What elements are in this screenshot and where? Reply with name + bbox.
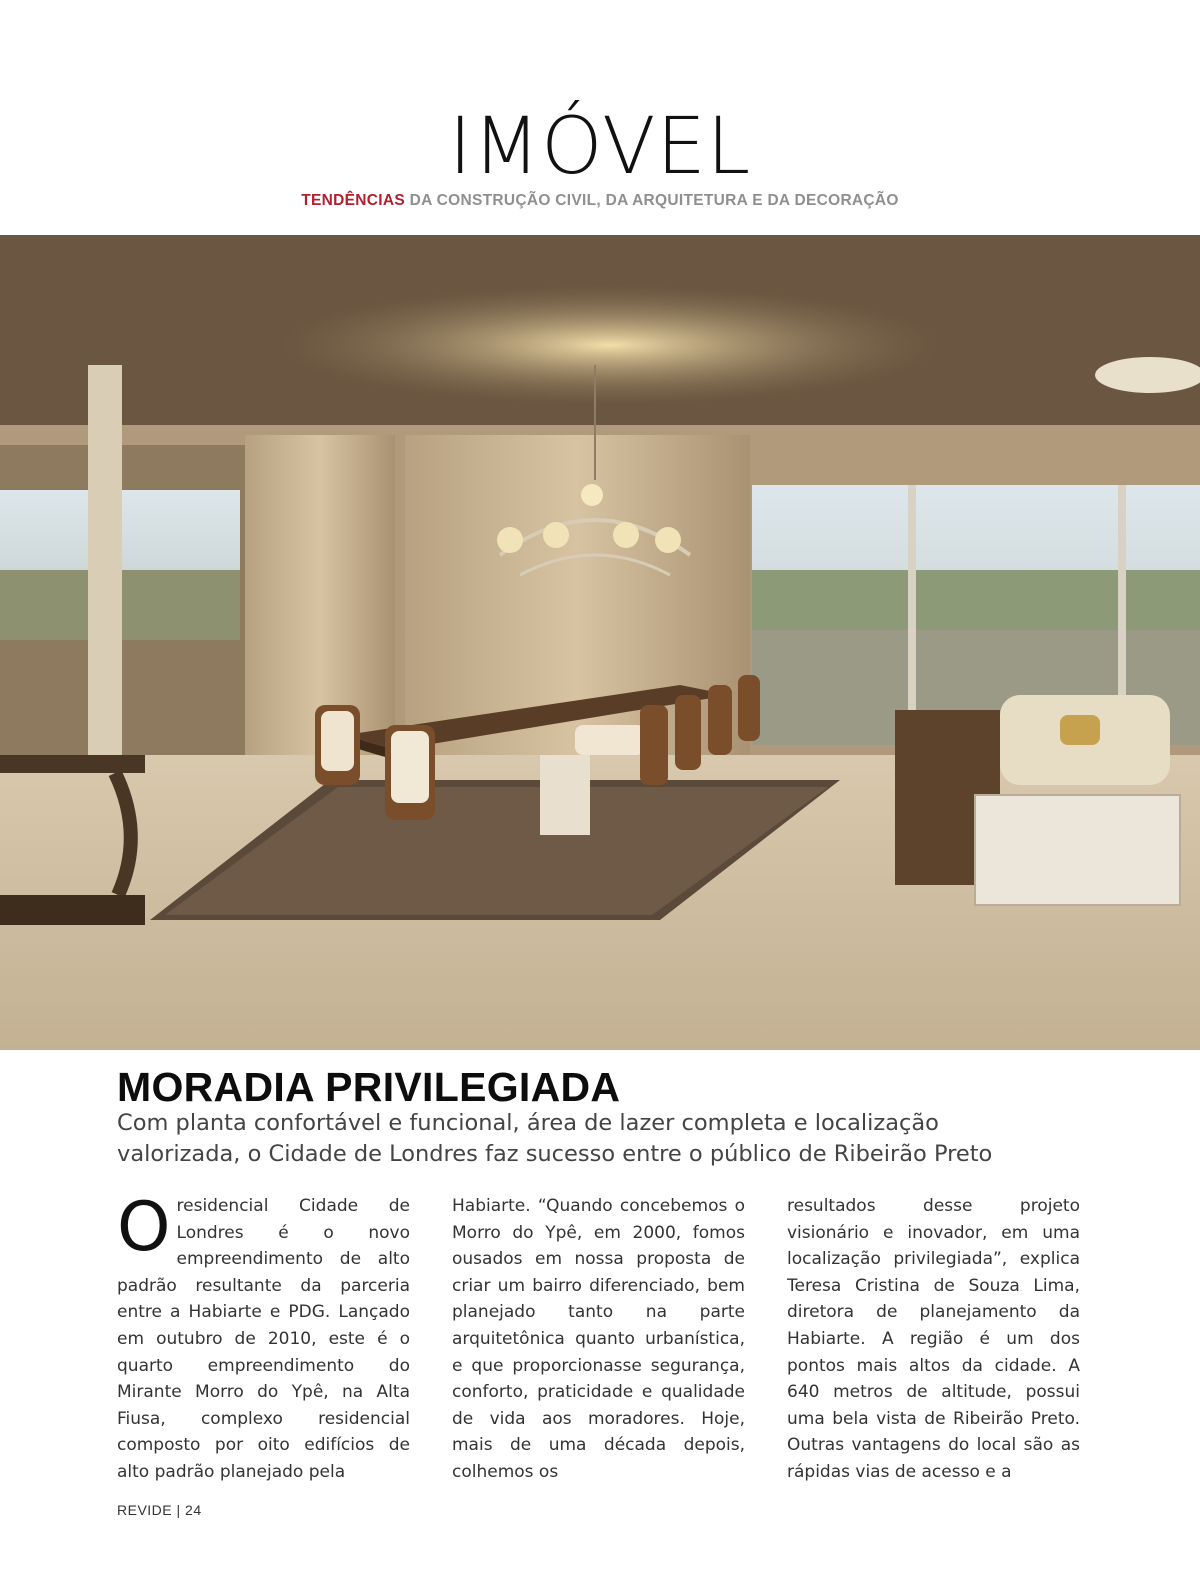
subtitle-rest: DA CONSTRUÇÃO CIVIL, DA ARQUITETURA E DA DECORAÇÃO <box>404 192 899 209</box>
dining-room-illustration <box>0 235 1200 1050</box>
drop-cap: O <box>117 1188 171 1267</box>
section-subtitle <box>0 192 1200 210</box>
article-column-2: Habiarte. “Quando concebemos o Morro do Ypê, em 2000, fomos ousados em nossa proposta de criar um bairro diferenciado, bem planejado tanto na parte arquitetônica quanto urbanística, e que proporcionasse segurança, conforto, praticidade e qualidade de vida aos moradores. Hoje, mais de uma década depois, colhemos os <box>452 1196 745 1482</box>
article-column-1 <box>117 1188 410 1486</box>
article-lede: Com planta confortável e funcional, área de lazer completa e localização valorizada, o Cidade de Londres faz sucesso entre o público de Ribeirão Preto <box>117 1110 993 1167</box>
subtitle-accent: TENDÊNCIAS <box>301 192 405 209</box>
article-headline: MORADIA PRIVILEGIADA <box>117 1064 621 1110</box>
column-1-text: residencial Cidade de Londres é o novo empreendimento de alto padrão resultante da parceria entre a Habiarte e PDG. Lançado em outubro de 2010, este é o quarto empreendimento do Mirante Morro do Ypê, na Alta Fiusa, complexo residencial composto por oito edifícios de alto padrão planejado pela <box>117 1196 410 1482</box>
article-column-3: resultados desse projeto visionário e inovador, em uma localização privilegiada”, explica Teresa Cristina de Souza Lima, diretora de planejamento da Habiarte. A região é um dos pontos mais altos da cidade. A 640 metros de altitude, possui uma bela vista de Ribeirão Preto. Outras vantagens do local são as rápidas vias de acesso e a <box>787 1196 1080 1482</box>
page-footer: REVIDE | 24 <box>117 1502 202 1518</box>
article-body <box>117 1188 1080 1486</box>
section-title: IMÓVEL <box>448 102 752 192</box>
hero-image-dining-room-render <box>0 235 1200 1050</box>
